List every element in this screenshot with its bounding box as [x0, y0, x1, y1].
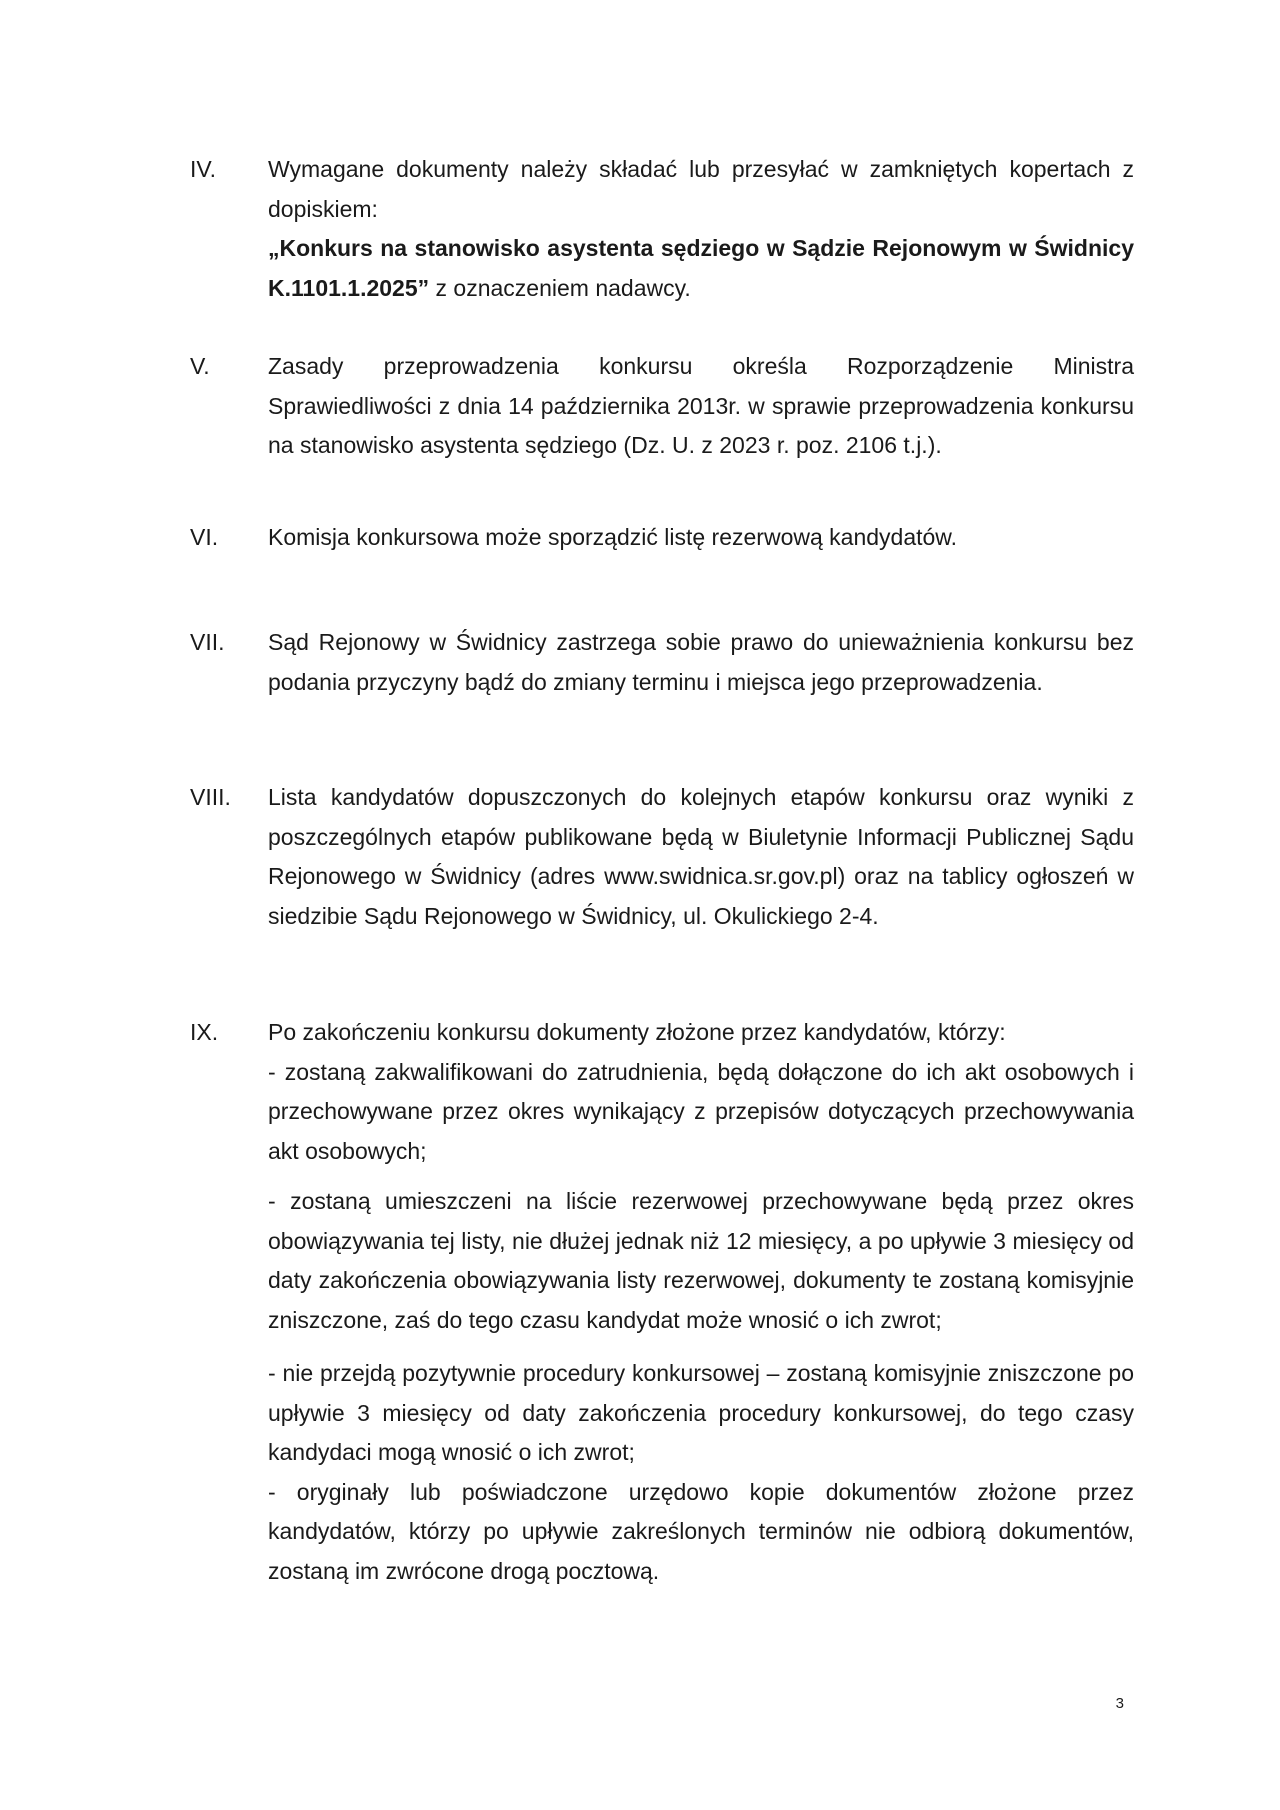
section-number: IX. [190, 1019, 219, 1045]
paragraph: Zasady przeprowadzenia konkursu określa Rozporządzenie Ministra Sprawiedliwości z dnia 14 października 2013r. w sprawie przeprowadzenia konkursu na stanowisko asystenta sędziego (Dz. U. z 2023 r. poz. 2106 t.j.). [268, 353, 1134, 458]
section-number: VIII. [190, 784, 231, 810]
paragraph: - oryginały lub poświadczone urzędowo kopie dokumentów złożone przez kandydatów, którzy po upływie zakreślonych terminów nie odbiorą dokumentów, zostaną im zwrócone drogą pocztową. [268, 1478, 1134, 1584]
section-number: VI. [190, 524, 219, 550]
paragraph: Lista kandydatów dopuszczonych do kolejnych etapów konkursu oraz wyniki z poszczególnych etapów publikowane będą w Biuletynie Informacji Publicznej Sądu Rejonowego w Świdnicy (adres www.swidnica.sr.gov.pl) oraz na tablicy ogłoszeń w siedzibie Sądu Rejonowego w Świdnicy, ul. Okulickiego 2-4. [268, 784, 1134, 929]
section-body [268, 518, 1134, 558]
paragraph: Wymagane dokumenty należy składać lub przesyłać w zamkniętych kopertach z dopiskiem: [268, 156, 1134, 222]
section-body [268, 1013, 1134, 1591]
paragraph [268, 229, 1134, 308]
paragraph: - zostaną zakwalifikowani do zatrudnienia, będą dołączone do ich akt osobowych i przechowywane przez okres wynikający z przepisów dotyczących przechowywania akt osobowych; [268, 1058, 1134, 1164]
text: z oznaczeniem nadawcy. [429, 274, 691, 301]
section-number: VII. [190, 629, 225, 655]
paragraph: Komisja konkursowa może sporządzić listę rezerwową kandydatów. [268, 524, 958, 550]
bold-text: „Konkurs na stanowisko asystenta sędziego w Sądzie Rejonowym w Świdnicy K.1101.1.2025” [268, 235, 1134, 301]
section-body [268, 347, 1134, 466]
paragraph: Po zakończeniu konkursu dokumenty złożone przez kandydatów, którzy: [268, 1019, 1006, 1045]
page-number: 3 [1115, 1695, 1124, 1712]
section-body [268, 778, 1134, 936]
paragraph: Sąd Rejonowy w Świdnicy zastrzega sobie prawo do unieważnienia konkursu bez podania przyczyny bądź do zmiany terminu i miejsca jego przeprowadzenia. [268, 629, 1134, 695]
paragraph: - zostaną umieszczeni na liście rezerwowej przechowywane będą przez okres obowiązywania tej listy, nie dłużej jednak niż 12 miesięcy, a po upływie 3 miesięcy od daty zakończenia obowiązywania listy rezerwowej, dokumenty te zostaną komisyjnie zniszczone, zaś do tego czasu kandydat może wnosić o ich zwrot; [268, 1188, 1134, 1333]
section-body [268, 150, 1134, 308]
section-number: V. [190, 353, 210, 379]
section-number: IV. [190, 156, 217, 182]
section-body [268, 623, 1134, 702]
paragraph: - nie przejdą pozytywnie procedury konkursowej – zostaną komisyjnie zniszczone po upływie 3 miesięcy od daty zakończenia procedury konkursowej, do tego czasy kandydaci mogą wnosić o ich zwrot; [268, 1360, 1134, 1465]
